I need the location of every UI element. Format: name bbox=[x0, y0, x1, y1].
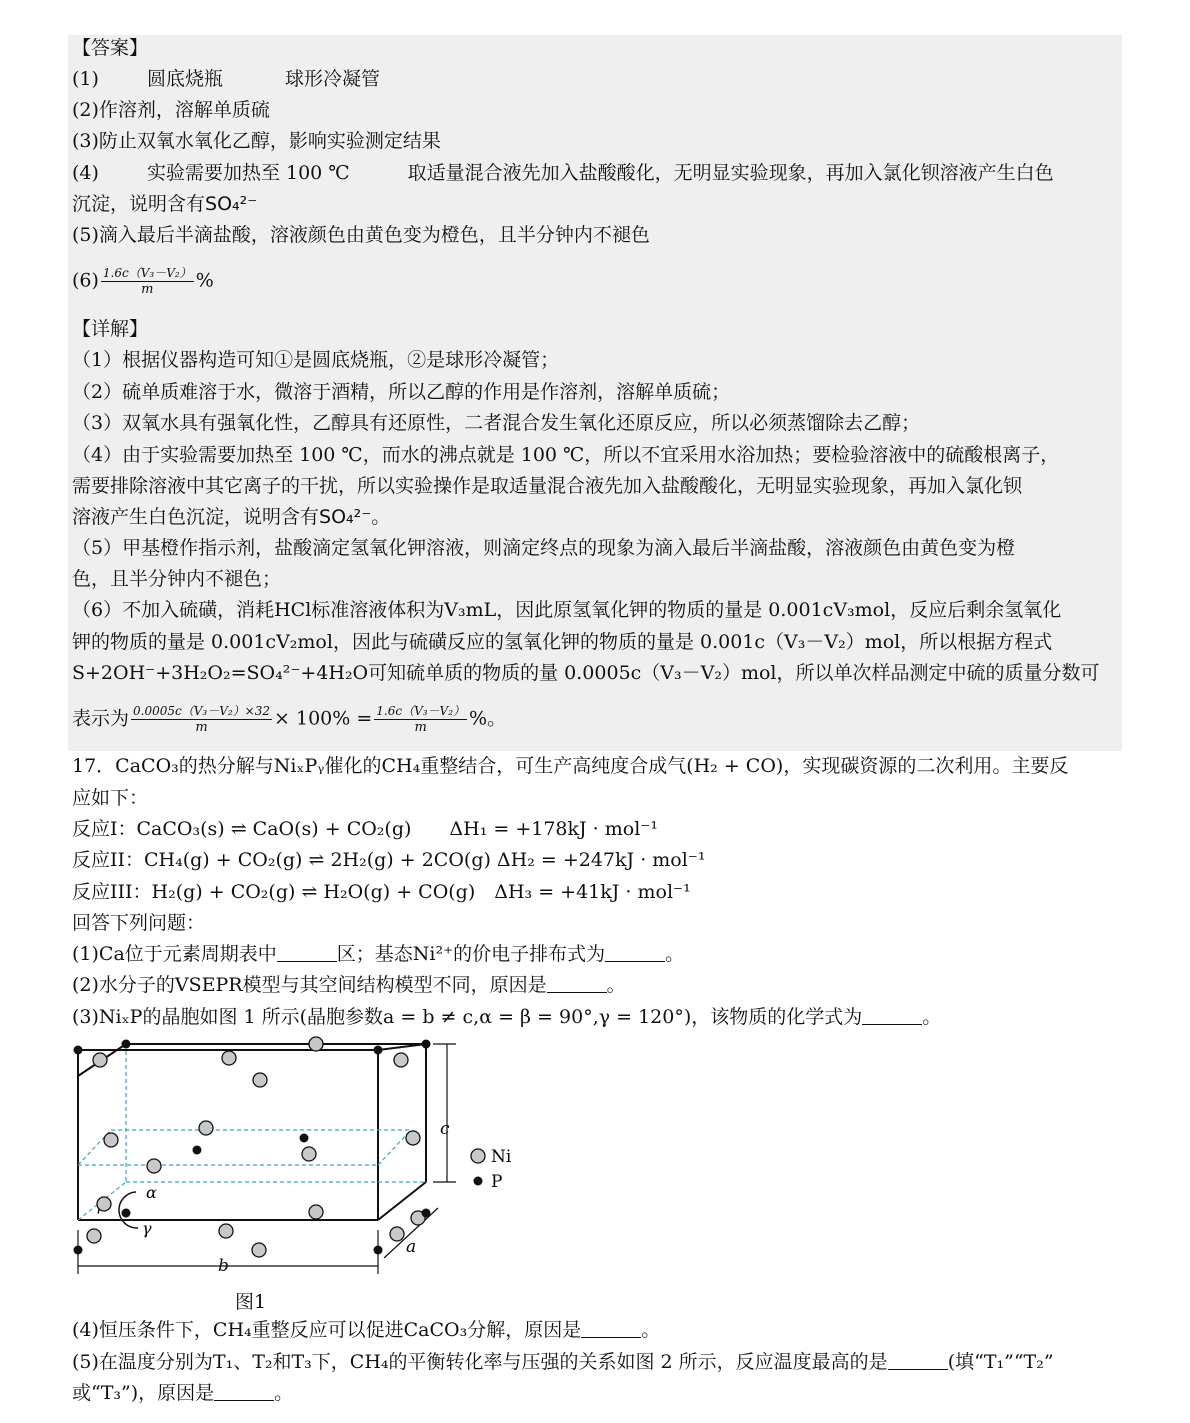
ni-atom bbox=[222, 1051, 236, 1065]
subquestion-1 bbox=[72, 942, 684, 966]
ni-atom bbox=[87, 1229, 101, 1243]
label-a: a bbox=[406, 1237, 417, 1257]
ni-atom bbox=[147, 1159, 161, 1173]
reaction-2: 反应II：CH₄(g) + CO₂(g) ⇌ 2H₂(g) + 2CO(g) ΔH₂ = +247kJ · mol⁻¹ bbox=[72, 849, 706, 871]
detail-4-line2: 需要排除溶液中其它离子的干扰，所以实验操作是取适量混合液先加入盐酸酸化，无明显实验现象，再加入氯化钡 bbox=[72, 475, 1023, 497]
reaction-1: 反应I：CaCO₃(s) ⇌ CaO(s) + CO₂(g) ΔH₁ = +178kJ · mol⁻¹ bbox=[72, 818, 658, 840]
answer-4-part2: 取适量混合液先加入盐酸酸化，无明显实验现象，再加入氯化钡溶液产生白色 bbox=[407, 162, 1054, 184]
detail-1: （1）根据仪器构造可知①是圆底烧瓶，②是球形冷凝管； bbox=[72, 349, 560, 371]
label-alpha: α bbox=[146, 1183, 157, 1202]
subquestion-3 bbox=[72, 1005, 941, 1029]
answer-1-part1: 圆底烧瓶 bbox=[146, 68, 223, 90]
fraction-numerator: 1.6c（V₃－V₂） bbox=[376, 704, 466, 718]
answer-blank[interactable] bbox=[862, 1008, 922, 1025]
subquestion-5-line2-text-a: 或“T₃”)，原因是 bbox=[72, 1382, 215, 1404]
answer-blank[interactable] bbox=[214, 1384, 274, 1401]
label-gamma: γ bbox=[142, 1219, 152, 1238]
subquestion-4 bbox=[72, 1318, 660, 1342]
answer-blank[interactable] bbox=[605, 945, 665, 962]
subquestion-1-text-b: 区；基态Ni²⁺的价电子排布式为 bbox=[336, 943, 606, 965]
detail-6-fraction2 bbox=[374, 704, 467, 735]
p-atom bbox=[122, 1040, 131, 1049]
legend-p-label: P bbox=[491, 1172, 503, 1192]
answer-1-number: (1) bbox=[72, 68, 99, 90]
ni-atom bbox=[309, 1037, 323, 1051]
p-atom bbox=[374, 1246, 383, 1255]
legend-ni-marker bbox=[471, 1149, 485, 1163]
reaction-3: 反应III：H₂(g) + CO₂(g) ⇌ H₂O(g) + CO(g) ΔH₃ = +41kJ · mol⁻¹ bbox=[72, 881, 691, 903]
detail-6-mid: × 100% = bbox=[274, 707, 373, 730]
fraction-denominator: m bbox=[141, 282, 154, 297]
subquestion-3-text-b: 。 bbox=[922, 1006, 942, 1028]
ni-atom bbox=[309, 1205, 323, 1219]
figure-caption: 图1 bbox=[235, 1291, 267, 1313]
dimension-c bbox=[433, 1044, 456, 1182]
crystal-cell-figure bbox=[66, 1030, 536, 1285]
subquestion-1-text-a: (1)Ca位于元素周期表中 bbox=[72, 943, 277, 965]
fraction-numerator: 1.6c（V₃－V₂） bbox=[102, 266, 192, 280]
percent-sign: % bbox=[195, 269, 214, 292]
answer-2: (2)作溶剂，溶解单质硫 bbox=[72, 99, 270, 121]
answer-blank[interactable] bbox=[581, 1321, 641, 1338]
answer-4 bbox=[72, 161, 1054, 185]
detail-5-line2: 色，且半分钟内不褪色； bbox=[72, 568, 282, 590]
sulfate-formula: SO₄²⁻ bbox=[319, 506, 372, 528]
question-stem-line1: 17．CaCO₃的热分解与NiₓPᵧ催化的CH₄重整结合，可生产高纯度合成气(H₂ + CO)，实现碳资源的二次利用。主要反 bbox=[72, 755, 1069, 777]
p-atom bbox=[122, 1209, 131, 1218]
detail-6-line3: S+2OH⁻+3H₂O₂=SO₄²⁻+4H₂O可知硫单质的物质的量 0.0005c（V₃－V₂）mol，所以单次样品测定中硫的质量分数可 bbox=[72, 662, 1100, 684]
answer-blank[interactable] bbox=[888, 1353, 948, 1370]
ni-atom bbox=[97, 1197, 111, 1211]
subquestion-2-text-a: (2)水分子的VSEPR模型与其空间结构模型不同，原因是 bbox=[72, 974, 547, 996]
subquestion-2 bbox=[72, 973, 626, 997]
detail-6-end: %。 bbox=[469, 707, 507, 730]
ni-atom bbox=[302, 1147, 316, 1161]
subquestion-4-text-a: (4)恒压条件下，CH₄重整反应可以促进CaCO₃分解，原因是 bbox=[72, 1319, 582, 1341]
answer-blank[interactable] bbox=[547, 976, 607, 993]
detail-6-line1: （6）不加入硫磺，消耗HCl标准溶液体积为V₃mL，因此原氢氧化钾的物质的量是 0.001cV₃mol，反应后剩余氢氧化 bbox=[72, 599, 1062, 621]
p-atom bbox=[422, 1040, 431, 1049]
detail-4-line3-text: 溶液产生白色沉淀，说明含有 bbox=[72, 506, 320, 528]
detail-5-line1: （5）甲基橙作指示剂，盐酸滴定氢氧化钾溶液，则滴定终点的现象为滴入最后半滴盐酸，溶液颜色由黄色变为橙 bbox=[72, 537, 1016, 559]
ni-atom bbox=[219, 1224, 233, 1238]
answer-4-part1: 实验需要加热至 100 ℃ bbox=[146, 162, 350, 184]
p-atom bbox=[422, 1209, 431, 1218]
subquestion-5-line2-text-b: 。 bbox=[274, 1382, 294, 1404]
detail-6-prefix: 表示为 bbox=[72, 707, 130, 730]
answer-3: (3)防止双氧水氧化乙醇，影响实验测定结果 bbox=[72, 130, 441, 152]
detail-2: （2）硫单质难溶于水，微溶于酒精，所以乙醇的作用是作溶剂，溶解单质硫； bbox=[72, 381, 731, 403]
ni-atom bbox=[104, 1133, 118, 1147]
answer-6-fraction bbox=[101, 266, 194, 297]
ni-atoms bbox=[87, 1037, 425, 1257]
detail-4-line3: 溶液产生白色沉淀，说明含有SO₄²⁻。 bbox=[72, 506, 391, 528]
answer-1 bbox=[72, 67, 380, 91]
subquestion-3-text-a: (3)NiₓP的晶胞如图 1 所示(晶胞参数a = b ≠ c,α = β = 90°,γ = 120°)，该物质的化学式为 bbox=[72, 1006, 863, 1028]
crystal-cell-diagram bbox=[66, 1030, 536, 1280]
answer-1-part2: 球形冷凝管 bbox=[285, 68, 381, 90]
ni-atom bbox=[406, 1131, 420, 1145]
ni-atom bbox=[199, 1121, 213, 1135]
detail-6-fraction1 bbox=[131, 704, 272, 735]
ni-atom bbox=[252, 1243, 266, 1257]
subquestion-5 bbox=[72, 1350, 1054, 1374]
subquestion-5-line2 bbox=[72, 1381, 293, 1405]
subquestion-4-text-b: 。 bbox=[641, 1319, 661, 1341]
detail-6-line2: 钾的物质的量是 0.001cV₂mol，因此与硫磺反应的氢氧化钾的物质的量是 0.001c（V₃－V₂）mol，所以根据方程式 bbox=[72, 631, 1053, 653]
answer-6 bbox=[72, 266, 214, 297]
legend-p-marker bbox=[474, 1177, 483, 1186]
question-stem-line2: 应如下： bbox=[72, 787, 149, 809]
ni-atom bbox=[253, 1073, 267, 1087]
answer-4-cont-text: 沉淀，说明含有 bbox=[72, 193, 206, 215]
answer-6-number: (6) bbox=[72, 269, 99, 292]
ni-atom bbox=[394, 1053, 408, 1067]
answer-header: 【答案】 bbox=[72, 37, 149, 59]
fraction-denominator: m bbox=[414, 720, 427, 735]
detail-3: （3）双氧水具有强氧化性，乙醇具有还原性，二者混合发生氧化还原反应，所以必须蒸馏除去乙醇； bbox=[72, 412, 921, 434]
detail-4-line1: （4）由于实验需要加热至 100 ℃，而水的沸点就是 100 ℃，所以不宜采用水浴加热；要检验溶液中的硫酸根离子， bbox=[72, 444, 1060, 466]
label-c: c bbox=[440, 1119, 450, 1139]
detail-6-line4 bbox=[72, 704, 506, 735]
ni-atom bbox=[390, 1227, 404, 1241]
subquestion-1-text-c: 。 bbox=[665, 943, 685, 965]
label-b: b bbox=[218, 1256, 229, 1276]
p-atoms bbox=[74, 1040, 431, 1255]
answer-blank[interactable] bbox=[277, 945, 337, 962]
p-atom bbox=[193, 1146, 202, 1155]
answer-5: (5)滴入最后半滴盐酸，溶液颜色由黄色变为橙色，且半分钟内不褪色 bbox=[72, 224, 650, 246]
legend-ni-label: Ni bbox=[491, 1147, 512, 1167]
question-prompt: 回答下列问题： bbox=[72, 912, 206, 934]
p-atom bbox=[74, 1046, 83, 1055]
answer-4-number: (4) bbox=[72, 162, 99, 184]
sulfate-formula: SO₄²⁻ bbox=[205, 193, 258, 215]
p-atom bbox=[374, 1046, 383, 1055]
subquestion-5-text-b: (填“T₁”“T₂” bbox=[947, 1351, 1054, 1373]
p-atom bbox=[74, 1246, 83, 1255]
p-atom bbox=[300, 1134, 309, 1143]
subquestion-2-text-b: 。 bbox=[606, 974, 626, 996]
detail-header: 【详解】 bbox=[72, 318, 149, 340]
answer-4-continued bbox=[72, 192, 257, 216]
subquestion-5-text-a: (5)在温度分别为T₁、T₂和T₃下，CH₄的平衡转化率与压强的关系如图 2 所示，反应温度最高的是 bbox=[72, 1351, 888, 1373]
fraction-numerator: 0.0005c（V₃－V₂）×32 bbox=[133, 704, 271, 718]
ni-atom bbox=[93, 1053, 107, 1067]
fraction-denominator: m bbox=[195, 720, 208, 735]
